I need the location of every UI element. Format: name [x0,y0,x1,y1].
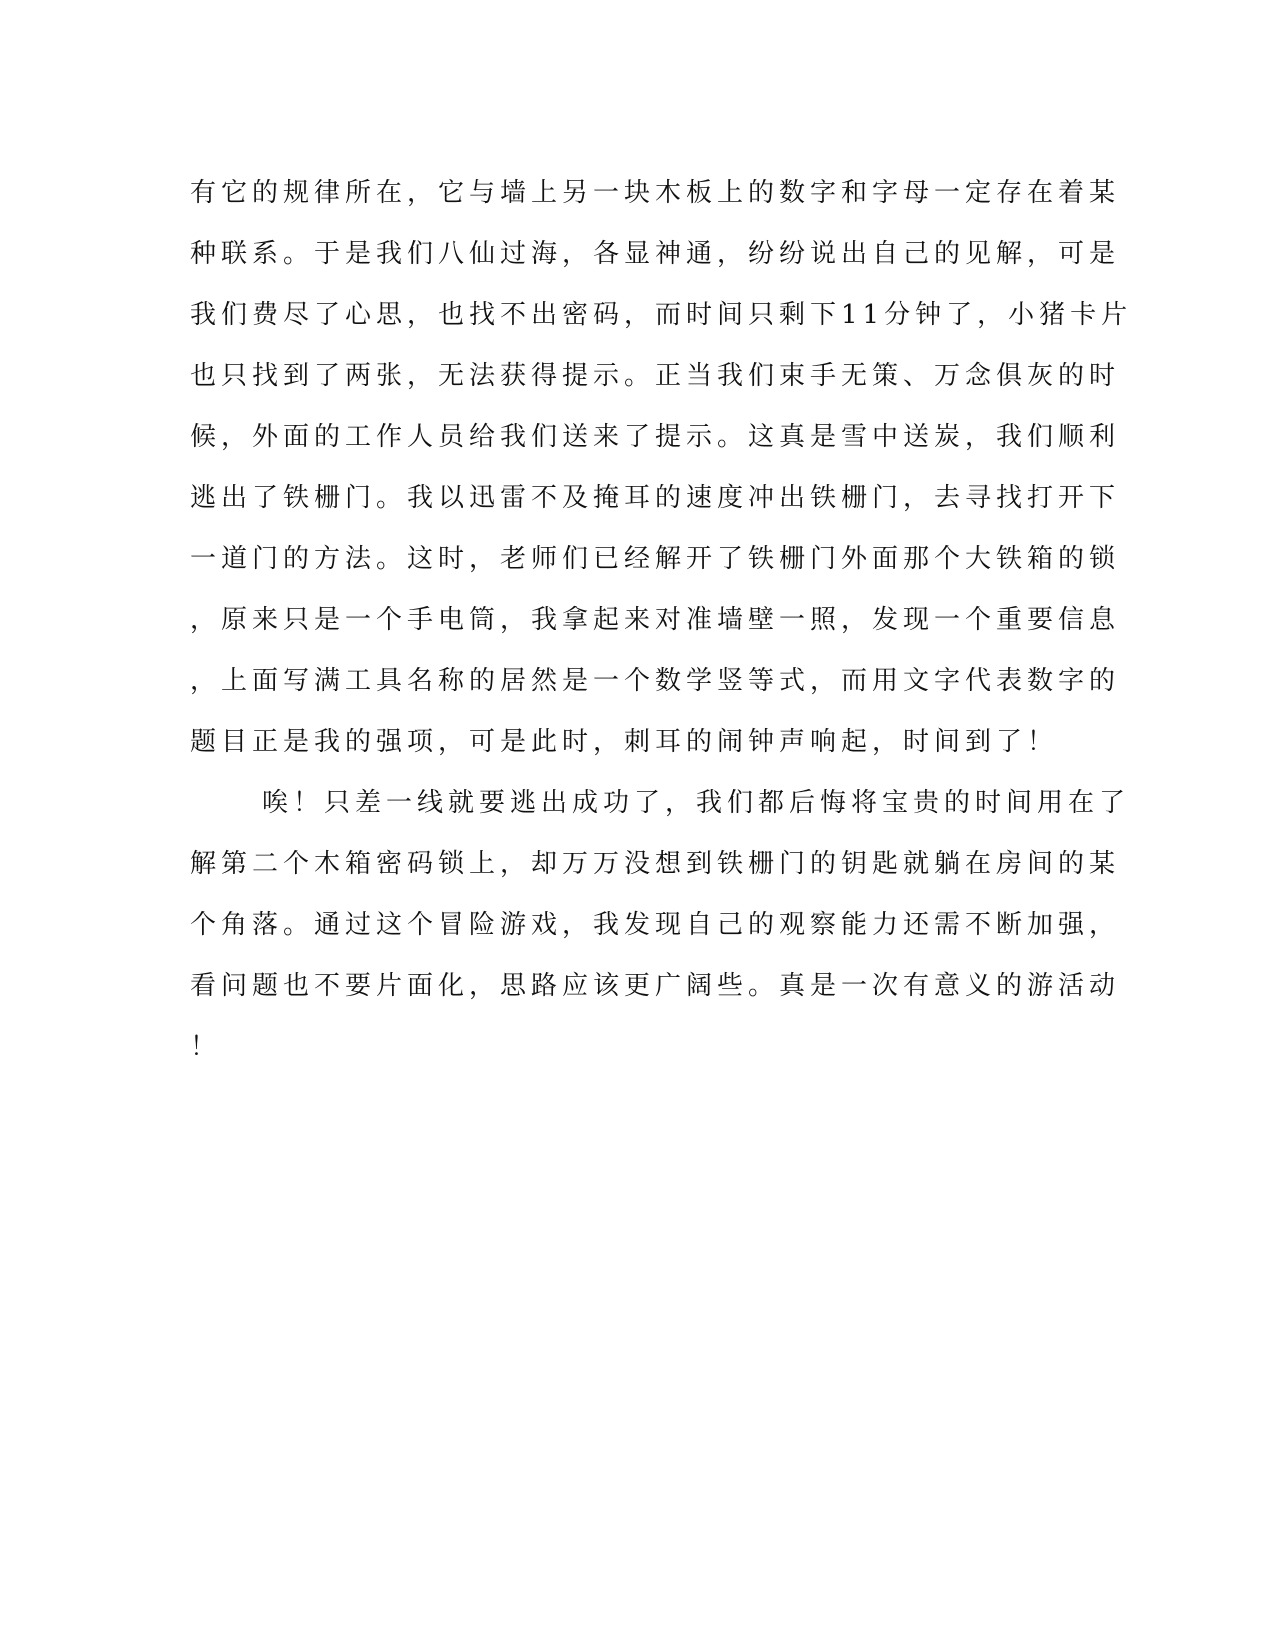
text-line-4: 也只找到了两张，无法获得提示。正当我们束手无策、万念俱灰的时 [190,361,1121,391]
text-line-7: 一道门的方法。这时，老师们已经解开了铁栅门外面那个大铁箱的锁 [190,544,1121,574]
text-line-1: 有它的规律所在，它与墙上另一块木板上的数字和字母一定存在着某 [190,178,1121,208]
text-line-5: 候，外面的工作人员给我们送来了提示。这真是雪中送炭，我们顺利 [190,422,1121,452]
text-line-3: 我们费尽了心思，也找不出密码，而时间只剩下11分钟了，小猪卡片 [190,300,1133,330]
text-line-13: 个角落。通过这个冒险游戏，我发现自己的观察能力还需不断加强， [190,910,1121,940]
text-line-9: ，上面写满工具名称的居然是一个数学竖等式，而用文字代表数字的 [190,666,1121,696]
text-line-6: 逃出了铁栅门。我以迅雷不及掩耳的速度冲出铁栅门，去寻找打开下 [190,483,1121,513]
text-line-15: ！ [190,1032,222,1062]
text-line-2: 种联系。于是我们八仙过海，各显神通，纷纷说出自己的见解，可是 [190,239,1121,269]
text-line-10: 题目正是我的强项，可是此时，刺耳的闹钟声响起，时间到了！ [190,727,1059,757]
text-line-8: ，原来只是一个手电筒，我拿起来对准墙壁一照，发现一个重要信息 [190,605,1121,635]
text-line-12: 解第二个木箱密码锁上，却万万没想到铁栅门的钥匙就躺在房间的某 [190,849,1121,879]
paragraph-2-line-1: 唉！只差一线就要逃出成功了，我们都后悔将宝贵的时间用在了 [262,788,1131,818]
text-line-14: 看问题也不要片面化，思路应该更广阔些。真是一次有意义的游活动 [190,971,1121,1001]
body-text [190,163,1133,1078]
